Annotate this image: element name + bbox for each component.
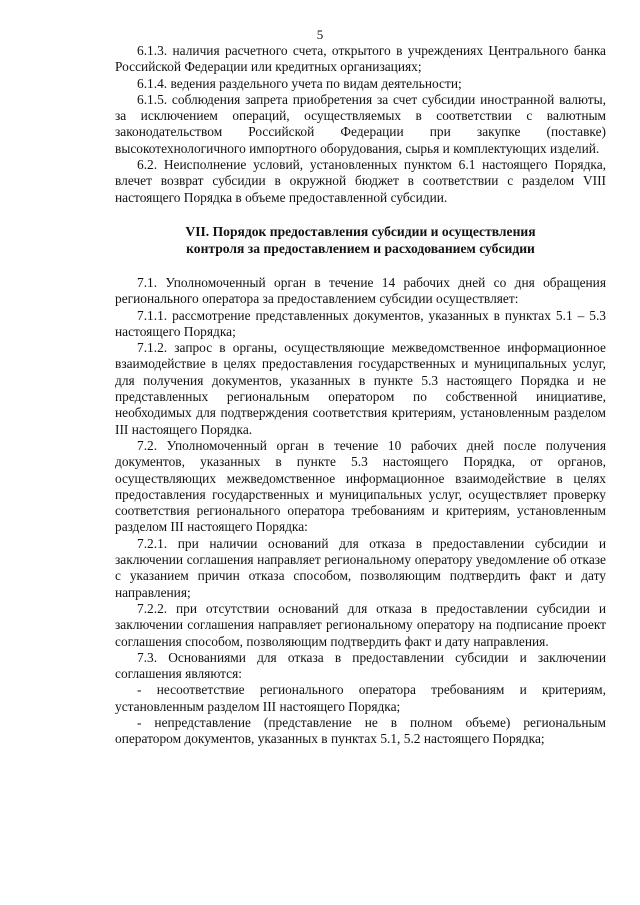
section-heading-vii [115, 223, 606, 257]
paragraph-6-1-4: 6.1.4. ведения раздельного учета по видам деятельности; [137, 75, 462, 91]
paragraph-7-2-1: 7.2.1. при наличии оснований для отказа в предоставлении субсидии и заключении соглашения направляет региональному оператору уведомление об отказе с указанием причин отказа способом, позволяющим подтвердить факт и дату направления; [115, 535, 606, 600]
paragraph-7-1-1: 7.1.1. рассмотрение представленных документов, указанных в пунктах 5.1 – 5.3 настоящего Порядка; [115, 307, 606, 339]
paragraph-7-2: 7.2. Уполномоченный орган в течение 10 рабочих дней после получения документов, указанных в пункте 5.3 настоящего Порядка, от органов, осуществляющих межведомственное информационное взаимодействие в целях предоставления государственных и муниципальных услуг, осуществляет проверку соответствия регионального оператора требованиям и критериям, установленным разделом III настоящего Порядка: [115, 437, 606, 535]
page-number: 5 [316, 27, 324, 42]
document-body [115, 43, 606, 748]
paragraph-6-2: 6.2. Неисполнение условий, установленных пунктом 6.1 настоящего Порядка, влечет возврат субсидии в окружной бюджет в соответствии с разделом VIII настоящего Порядка в объеме предоставленной субсидии. [115, 157, 606, 205]
paragraph-7-3: 7.3. Основаниями для отказа в предоставлении субсидии и заключении соглашения являются: [115, 649, 606, 682]
section-heading-line-2: контроля за предоставлением и расходованием субсидии [186, 240, 535, 256]
paragraph-6-1-5: 6.1.5. соблюдения запрета приобретения за счет субсидии иностранной валюты, за исключением операций, осуществляемых в соответствии с валютным законодательством Российской Федерации при закупке (поставке) высокотехнологичного импортного оборудования, сырья и комплектующих изделий. [115, 91, 606, 156]
list-item-refusal-reason-1: - несоответствие регионального оператора требованиям и критериям, установленным разделом III настоящего Порядка; [115, 682, 606, 714]
section-heading-line-1: VII. Порядок предоставления субсидии и осуществления [185, 223, 536, 239]
paragraph-7-1: 7.1. Уполномоченный орган в течение 14 рабочих дней со дня обращения регионального оператора за предоставлением субсидии осуществляет: [115, 274, 606, 307]
paragraph-6-1-3: 6.1.3. наличия расчетного счета, открытого в учреждениях Центрального банка Российской Федерации или кредитных организациях; [115, 43, 606, 75]
list-item-refusal-reason-2: - непредставление (представление не в полном объеме) региональным оператором документов, указанных в пунктах 5.1, 5.2 настоящего Порядка; [115, 714, 606, 747]
paragraph-7-1-2: 7.1.2. запрос в органы, осуществляющие межведомственное информационное взаимодействие в целях предоставления государственных и муниципальных услуг, для получения документов, указанных в пункте 5.3 настоящего Порядка и не представленных региональным оператором по собственной инициативе, необходимых для подтверждения соответствия критериям, установленным разделом III настоящего Порядка. [115, 340, 606, 437]
paragraph-7-2-2: 7.2.2. при отсутствии оснований для отказа в предоставлении субсидии и заключении соглашения направляет региональному оператору на подписание проект соглашения способом, позволяющим подтвердить факт и дату направления. [115, 600, 606, 649]
